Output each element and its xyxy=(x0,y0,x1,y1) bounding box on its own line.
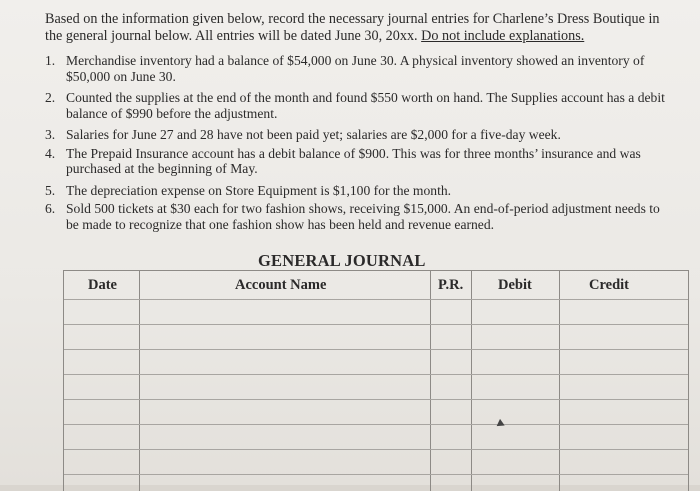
column-header-credit: Credit xyxy=(589,277,630,293)
item-number: 1. xyxy=(45,53,56,68)
table-row[interactable] xyxy=(64,474,688,475)
instructions xyxy=(45,11,675,45)
item-number: 6. xyxy=(45,201,56,216)
table-row[interactable] xyxy=(64,324,688,325)
column-divider xyxy=(559,271,560,491)
item-number: 3. xyxy=(45,127,56,142)
column-divider xyxy=(471,271,472,491)
list-item xyxy=(45,53,665,84)
item-text: The Prepaid Insurance account has a debit balance of $900. This was for three months’ insurance and was purchased at the beginning of May. xyxy=(66,145,641,176)
list-item xyxy=(45,90,665,121)
table-row[interactable] xyxy=(64,449,688,450)
list-item xyxy=(45,146,665,177)
column-header-pr: P.R. xyxy=(438,277,464,293)
item-number: 2. xyxy=(45,90,56,105)
column-header-date: Date xyxy=(88,277,117,293)
item-text: Merchandise inventory had a balance of $54,000 on June 30. A physical inventory showed an inventory of $50,000 on June 30. xyxy=(66,53,645,84)
item-text: Salaries for June 27 and 28 have not been paid yet; salaries are $2,000 for a five-day week. xyxy=(66,127,561,142)
table-row[interactable] xyxy=(64,299,688,300)
column-divider xyxy=(139,271,140,491)
column-header-account: Account Name xyxy=(235,277,327,293)
item-text: Sold 500 tickets at $30 each for two fashion shows, receiving $15,000. An end-of-period adjustment needs to be made to recognize that one fashion show has been held and revenue earned. xyxy=(66,201,660,232)
item-text: Counted the supplies at the end of the month and found $550 worth on hand. The Supplies account has a debit balance of $990 before the adjustment. xyxy=(66,90,665,121)
item-text: The depreciation expense on Store Equipment is $1,100 for the month. xyxy=(66,182,452,198)
table-row[interactable] xyxy=(64,399,688,400)
table-row[interactable] xyxy=(64,349,688,350)
list-item xyxy=(45,183,665,199)
item-number: 4. xyxy=(45,145,56,161)
general-journal-table xyxy=(63,270,689,491)
journal-title: GENERAL JOURNAL xyxy=(258,251,426,270)
table-row[interactable] xyxy=(64,374,688,375)
list-item xyxy=(45,201,665,232)
column-divider xyxy=(430,271,431,491)
item-number: 5. xyxy=(45,182,56,198)
column-header-debit: Debit xyxy=(498,277,532,293)
instructions-text: Based on the information given below, record the necessary journal entries for Charlene’s Dress Boutique in the general journal below. All entries will be dated June 30, 20xx. xyxy=(45,11,660,44)
adjustment-list xyxy=(45,53,665,232)
instructions-emphasis: Do not include explanations. xyxy=(421,28,585,44)
list-item xyxy=(45,127,665,143)
table-row[interactable] xyxy=(64,424,688,425)
